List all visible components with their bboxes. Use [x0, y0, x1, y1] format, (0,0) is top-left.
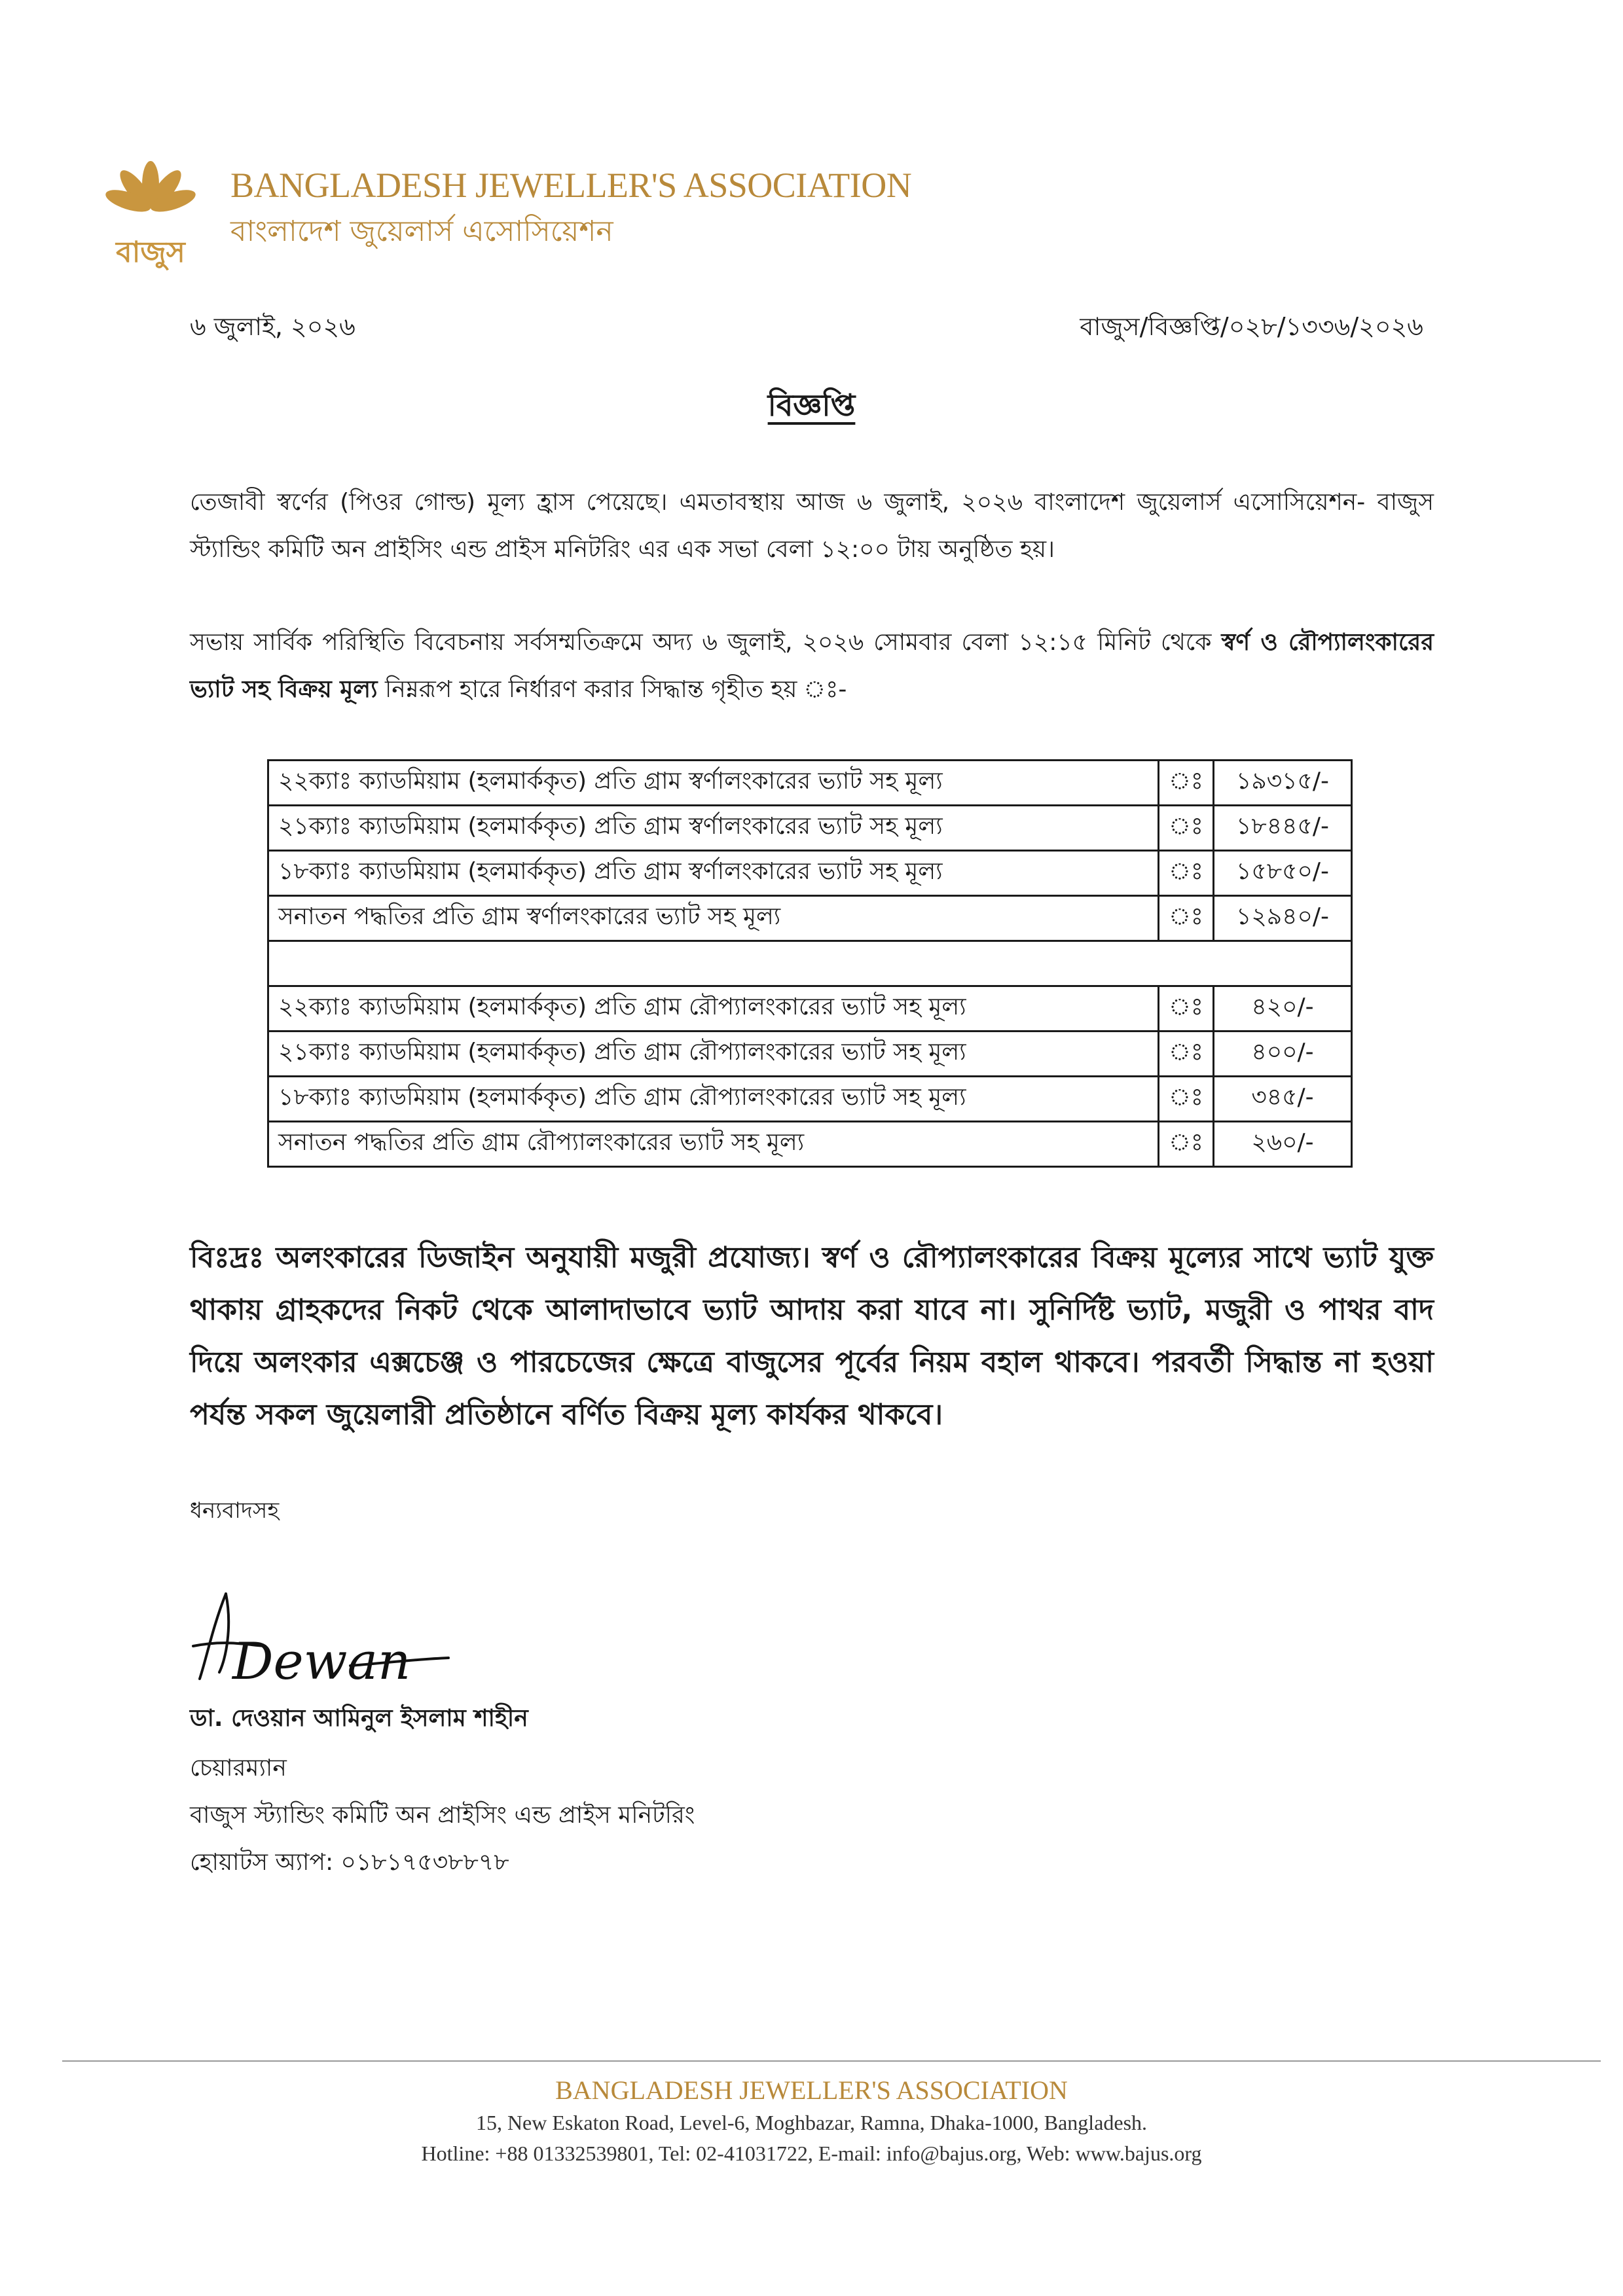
special-note: বিঃদ্রঃ অলংকারের ডিজাইন অনুযায়ী মজুরী প্রযোজ্য। স্বর্ণ ও রৌপ্যালংকারের বিক্রয় মূল্যের সাথে ভ্যাট যুক্ত থাকায় গ্রাহকদের নিকট থেকে আলাদাভাবে ভ্যাট আদায় করা যাবে না। সুনির্দিষ্ট ভ্যাট, মজুরী ও পাথর বাদ দিয়ে অলংকার এক্সচেঞ্জ ও পারচেজের ক্ষেত্রে বাজুসের পূর্বের নিয়ম বহাল থাকবে। পরবর্তী সিদ্ধান্ত না হওয়া পর্যন্ত সকল জুয়েলারী প্রতিষ্ঠানে বর্ণিত বিক্রয় মূল্য কার্যকর থাকবে। [190, 1241, 1434, 1431]
price-value: ১৫৮৫০/- [1214, 851, 1352, 896]
price-value: ১৮৪৪৫/- [1214, 806, 1352, 851]
table-row [268, 896, 1352, 941]
price-value: ২৬০/- [1214, 1122, 1352, 1167]
signer-name: ডা. দেওয়ান আমিনুল ইসলাম শাহীন [190, 1705, 528, 1732]
signer-role: চেয়ারম্যান [190, 1755, 287, 1782]
table-row [268, 1031, 1352, 1077]
table-row [268, 986, 1352, 1031]
bajus-logo [92, 157, 210, 272]
separator: ঃ [1159, 986, 1214, 1031]
separator: ঃ [1159, 1122, 1214, 1167]
table-row [268, 851, 1352, 896]
paragraph-2-emphasis: স্বর্ণ ও রৌপ্যালংকারের ভ্যাট সহ বিক্রয় মূল্য [190, 629, 1434, 703]
signature-image [187, 1568, 462, 1698]
signer-committee: বাজুস স্ট্যান্ডিং কমিটি অন প্রাইসিং এন্ড প্রাইস মনিটরিং [190, 1802, 695, 1829]
memo-number: বাজুস/বিজ্ঞপ্তি/০২৮/১৩৩৬/২০২৬ [1080, 312, 1423, 341]
org-name-english: BANGLADESH JEWELLER'S ASSOCIATION [230, 166, 912, 205]
table-row [268, 1077, 1352, 1122]
table-row [268, 806, 1352, 851]
price-value: ১২৯৪০/- [1214, 896, 1352, 941]
price-label: সনাতন পদ্ধতির প্রতি গ্রাম স্বর্ণালংকারের ভ্যাট সহ মূল্য [268, 896, 1159, 941]
separator: ঃ [1159, 896, 1214, 941]
notice-title [0, 383, 1623, 433]
table-spacer-cell [268, 941, 1352, 986]
footer-address: 15, New Eskaton Road, Level-6, Moghbazar, Ramna, Dhaka-1000, Bangladesh. [475, 2111, 1148, 2134]
signer-whatsapp: হোয়াটস অ্যাপ: ০১৮১৭৫৩৮৮৭৮ [190, 1849, 509, 1876]
price-label: ২১ক্যাঃ ক্যাডমিয়াম (হলমার্ককৃত) প্রতি গ্রাম স্বর্ণালংকারের ভ্যাট সহ মূল্য [268, 806, 1159, 851]
price-label: ১৮ক্যাঃ ক্যাডমিয়াম (হলমার্ককৃত) প্রতি গ্রাম রৌপ্যালংকারের ভ্যাট সহ মূল্য [268, 1077, 1159, 1122]
price-label: ২২ক্যাঃ ক্যাডমিয়াম (হলমার্ককৃত) প্রতি গ্রাম স্বর্ণালংকারের ভ্যাট সহ মূল্য [268, 761, 1159, 806]
table-spacer-row [268, 941, 1352, 986]
separator: ঃ [1159, 761, 1214, 806]
notice-title-text: বিজ্ঞপ্তি [767, 387, 856, 423]
price-label: সনাতন পদ্ধতির প্রতি গ্রাম রৌপ্যালংকারের ভ্যাট সহ মূল্য [268, 1122, 1159, 1167]
price-label: ২২ক্যাঃ ক্যাডমিয়াম (হলমার্ককৃত) প্রতি গ্রাম রৌপ্যালংকারের ভ্যাট সহ মূল্য [268, 986, 1159, 1031]
paragraph-1: তেজাবী স্বর্ণের (পিওর গোল্ড) মূল্য হ্রাস পেয়েছে। এমতাবস্থায় আজ ৬ জুলাই, ২০২৬ বাংলাদেশ জুয়েলার্স এসোসিয়েশন- বাজুস স্ট্যান্ডিং কমিটি অন প্রাইসিং এন্ড প্রাইস মনিটরিং এর এক সভা বেলা ১২:০০ টায় অনুষ্ঠিত হয়। [190, 489, 1434, 563]
paragraph-2 [190, 619, 1434, 713]
logo-text: বাজুস [116, 236, 185, 269]
footer-divider [62, 2060, 1601, 2062]
footer-contact: Hotline: +88 01332539801, Tel: 02-41031722, E-mail: info@bajus.org, Web: www.bajus.org [421, 2142, 1202, 2165]
separator: ঃ [1159, 806, 1214, 851]
paragraph-2-end: নিম্নরূপ হারে নির্ধারণ করার সিদ্ধান্ত গৃহীত হয় ঃ- [377, 676, 847, 703]
separator: ঃ [1159, 851, 1214, 896]
price-value: ৩৪৫/- [1214, 1077, 1352, 1122]
notice-date: ৬ জুলাই, ২০২৬ [190, 312, 356, 341]
price-value: ৪২০/- [1214, 986, 1352, 1031]
price-value: ১৯৩১৫/- [1214, 761, 1352, 806]
footer-org-name: BANGLADESH JEWELLER'S ASSOCIATION [555, 2075, 1068, 2105]
closing-thanks: ধন্যবাদসহ [190, 1498, 280, 1524]
separator: ঃ [1159, 1031, 1214, 1077]
price-table [267, 759, 1353, 1168]
table-row [268, 1122, 1352, 1167]
table-row [268, 761, 1352, 806]
price-label: ২১ক্যাঃ ক্যাডমিয়াম (হলমার্ককৃত) প্রতি গ্রাম রৌপ্যালংকারের ভ্যাট সহ মূল্য [268, 1031, 1159, 1077]
signature-text: Dewan [232, 1632, 411, 1691]
org-name-bangla: বাংলাদেশ জুয়েলার্স এসোসিয়েশন [230, 215, 613, 248]
paragraph-2-start: সভায় সার্বিক পরিস্থিতি বিবেচনায় সর্বসম্মতিক্রমে অদ্য ৬ জুলাই, ২০২৬ সোমবার বেলা ১২:১৫ মিনিট থেকে [190, 629, 1222, 656]
price-label: ১৮ক্যাঃ ক্যাডমিয়াম (হলমার্ককৃত) প্রতি গ্রাম স্বর্ণালংকারের ভ্যাট সহ মূল্য [268, 851, 1159, 896]
separator: ঃ [1159, 1077, 1214, 1122]
price-value: ৪০০/- [1214, 1031, 1352, 1077]
